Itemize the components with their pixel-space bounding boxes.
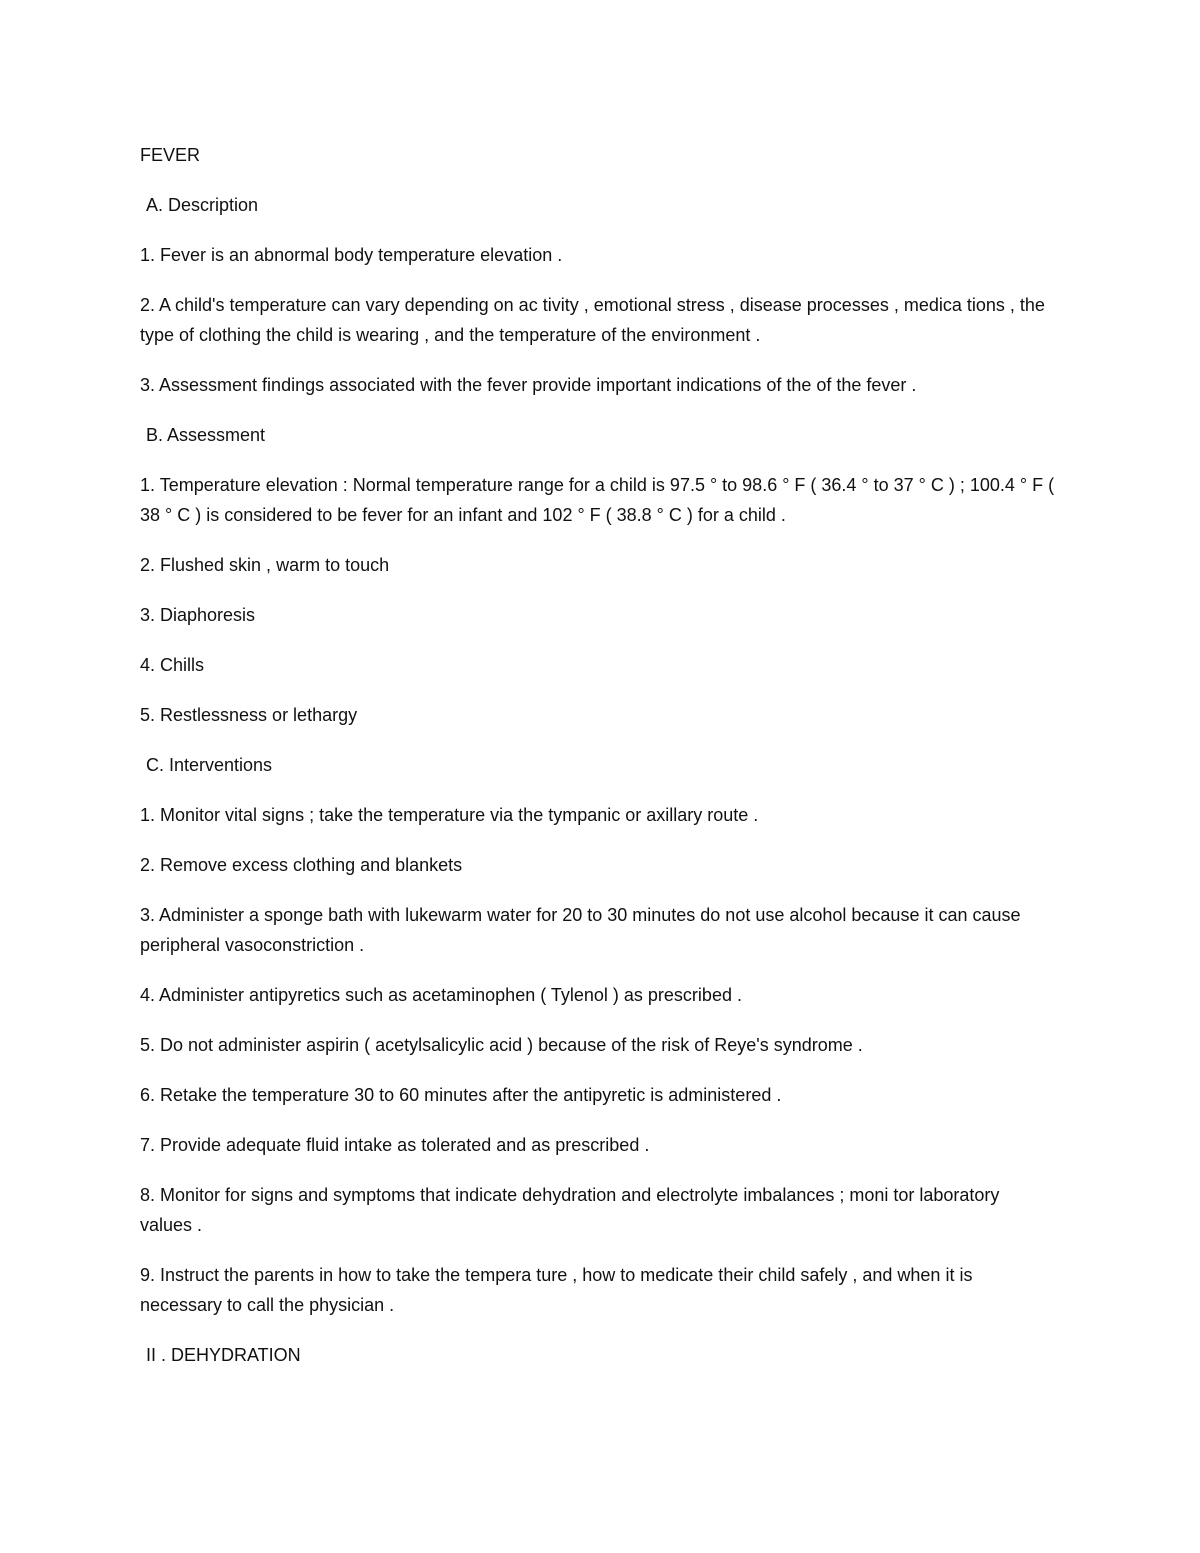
description-item: 2. A child's temperature can vary depending on ac tivity , emotional stress , disease processes , medica tions , the type of clothing the child is wearing , and the temperature of the environment . xyxy=(140,295,1045,345)
section-heading-assessment: B. Assessment xyxy=(146,425,266,445)
intervention-item: 6. Retake the temperature 30 to 60 minutes after the antipyretic is administered . xyxy=(140,1085,782,1105)
intervention-item: 7. Provide adequate fluid intake as tolerated and as prescribed . xyxy=(140,1135,650,1155)
assessment-item: 1. Temperature elevation : Normal temperature range for a child is 97.5 ° to 98.6 ° F ( 36.4 ° to 37 ° C ) ; 100.4 ° F ( 38 ° C ) is considered to be fever for an infant and 102 ° F ( 38.8 ° C ) for a child . xyxy=(140,475,1055,525)
assessment-item: 5. Restlessness or lethargy xyxy=(140,705,358,725)
section-heading-dehydration: II . DEHYDRATION xyxy=(146,1345,301,1365)
description-item: 1. Fever is an abnormal body temperature elevation . xyxy=(140,245,563,265)
intervention-item: 3. Administer a sponge bath with lukewarm water for 20 to 30 minutes do not use alcohol because it can cause peripheral vasoconstriction . xyxy=(140,905,1021,955)
description-item: 3. Assessment findings associated with the fever provide important indications of the of the fever . xyxy=(140,375,917,395)
intervention-item: 2. Remove excess clothing and blankets xyxy=(140,855,463,875)
intervention-item: 8. Monitor for signs and symptoms that indicate dehydration and electrolyte imbalances ; moni tor laboratory values . xyxy=(140,1185,1000,1235)
document-title: FEVER xyxy=(140,145,201,165)
intervention-item: 5. Do not administer aspirin ( acetylsalicylic acid ) because of the risk of Reye's syndrome . xyxy=(140,1035,863,1055)
document-body xyxy=(140,140,1055,1390)
section-heading-description: A. Description xyxy=(146,195,259,215)
intervention-item: 4. Administer antipyretics such as acetaminophen ( Tylenol ) as prescribed . xyxy=(140,985,742,1005)
assessment-item: 2. Flushed skin , warm to touch xyxy=(140,555,390,575)
assessment-item: 4. Chills xyxy=(140,655,205,675)
intervention-item: 9. Instruct the parents in how to take the tempera ture , how to medicate their child safely , and when it is necessary to call the physician . xyxy=(140,1265,973,1315)
assessment-item: 3. Diaphoresis xyxy=(140,605,256,625)
intervention-item: 1. Monitor vital signs ; take the temperature via the tympanic or axillary route . xyxy=(140,805,759,825)
section-heading-interventions: C. Interventions xyxy=(146,755,273,775)
